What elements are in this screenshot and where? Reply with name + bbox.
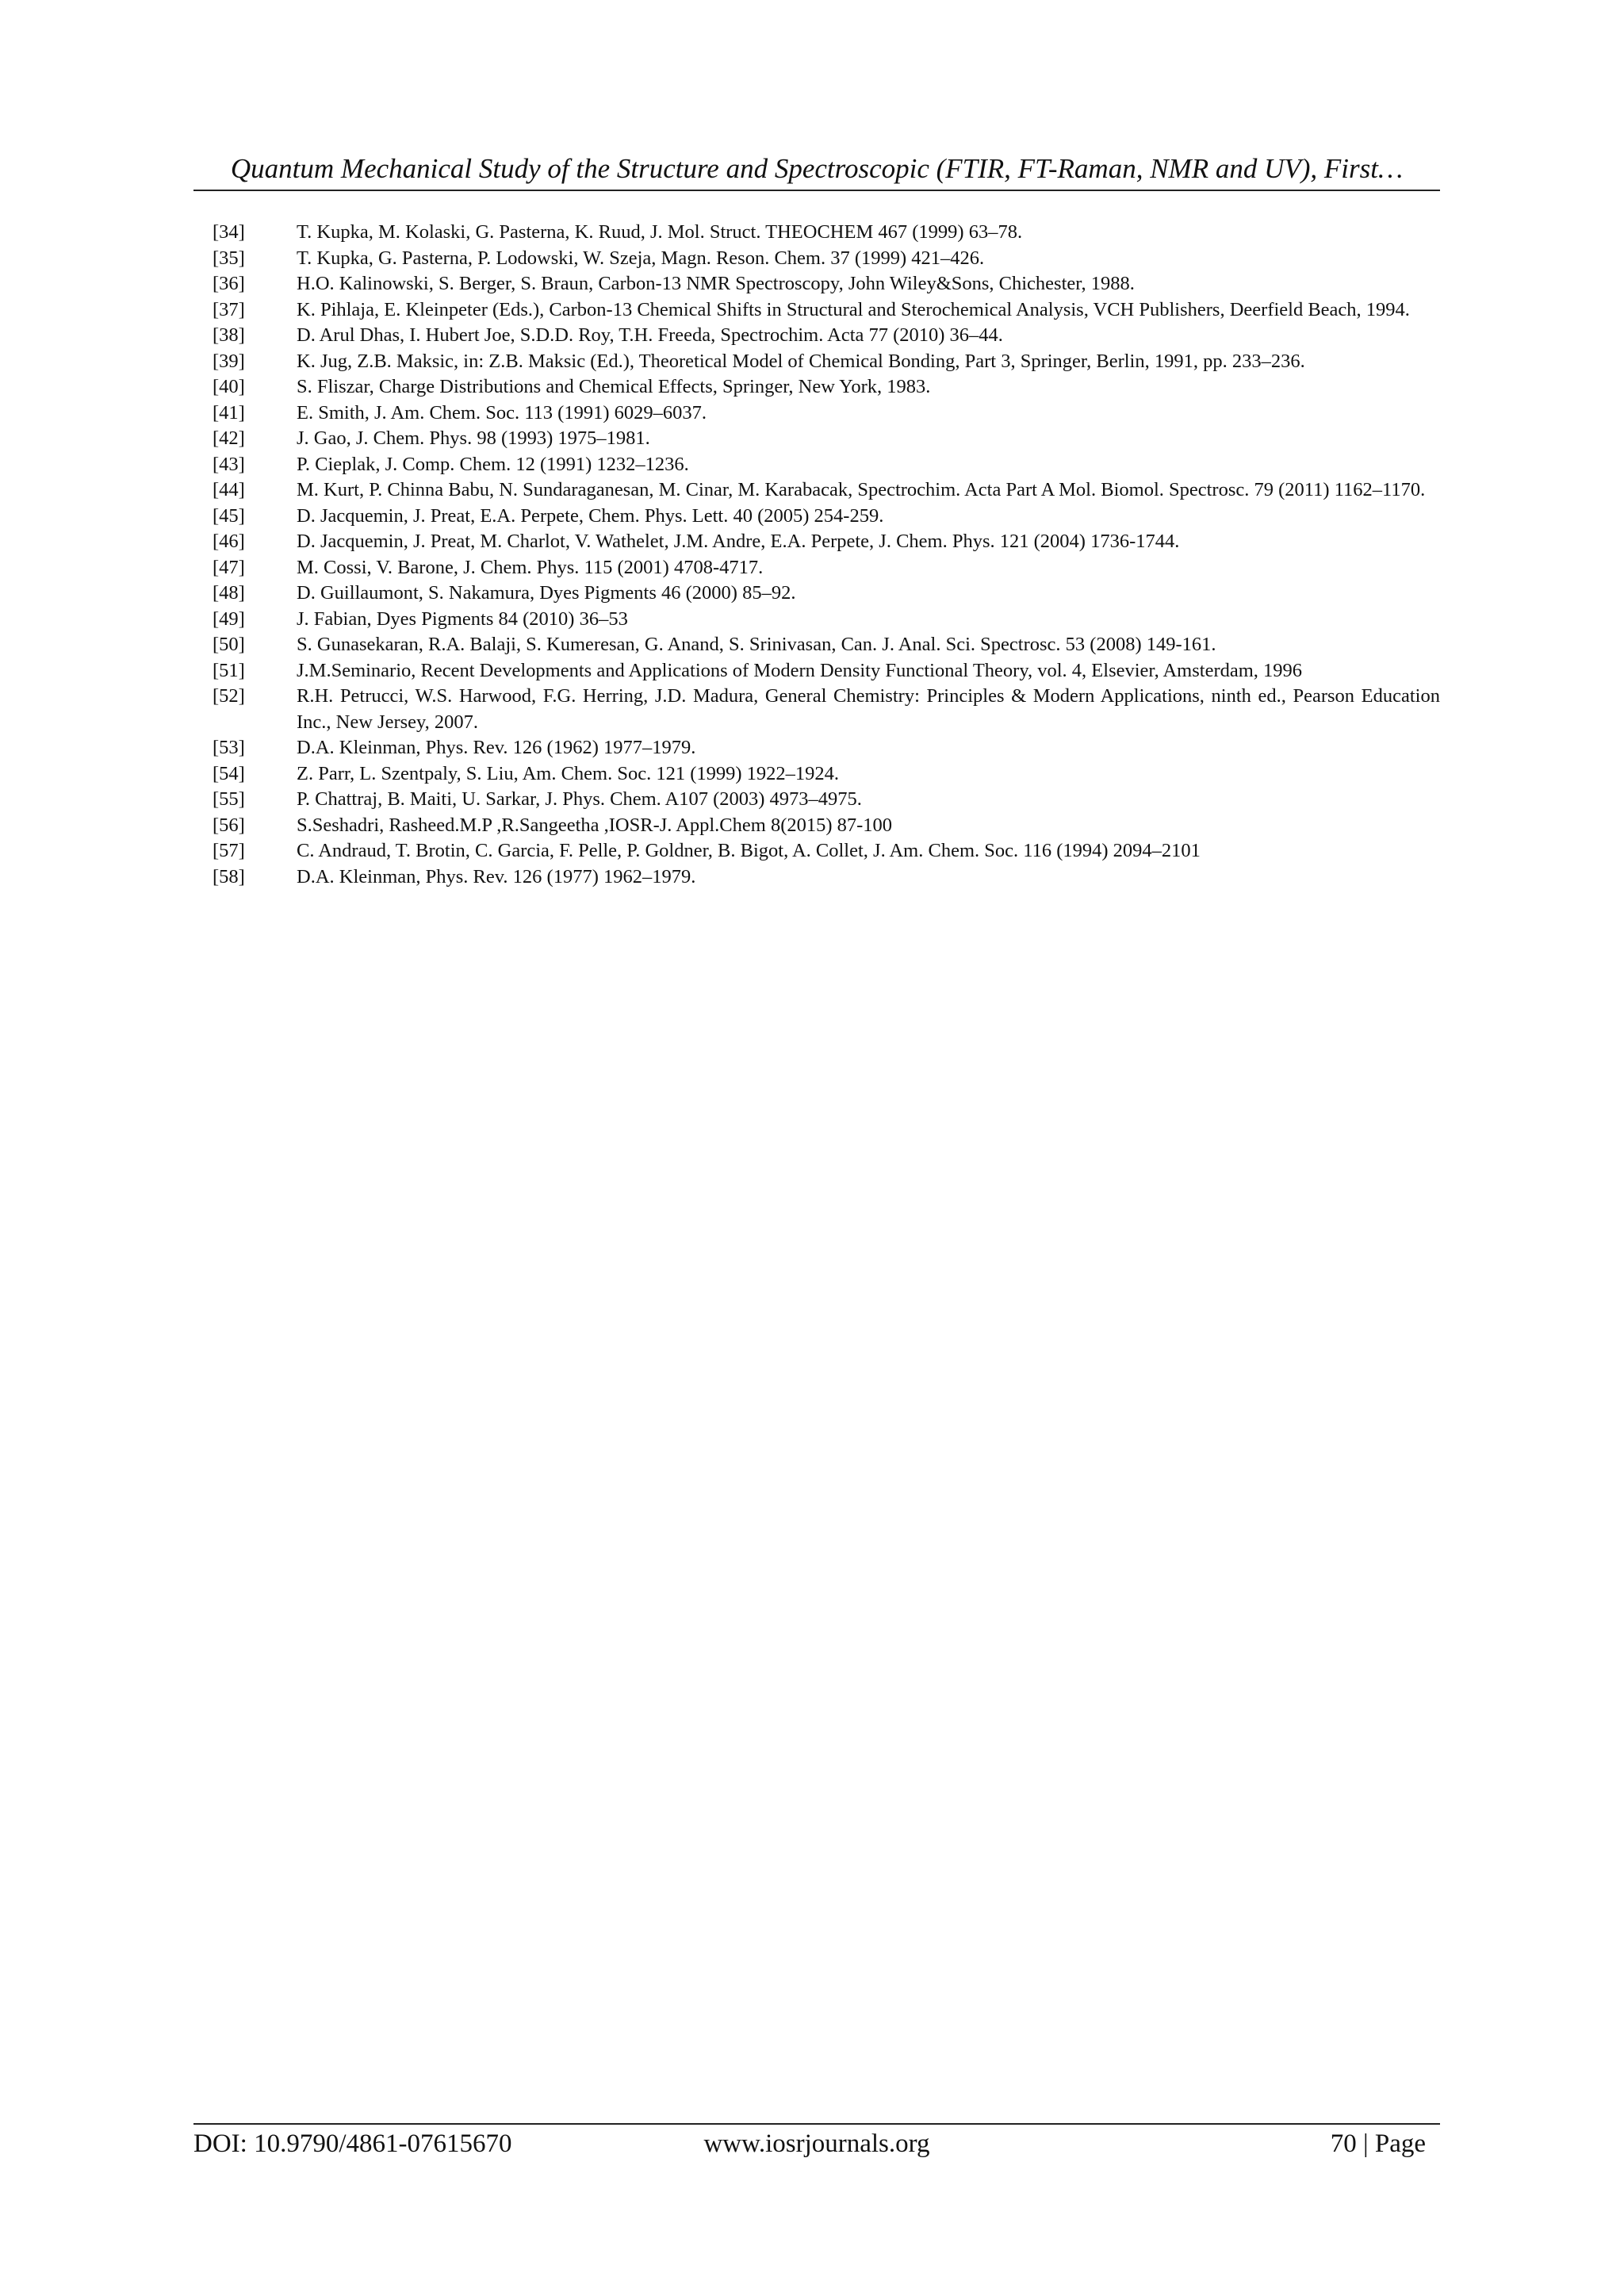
- footer-website: www.iosrjournals.org: [703, 2129, 930, 2158]
- reference-number: [58]: [213, 865, 245, 887]
- reference-number: [46]: [213, 531, 245, 552]
- reference-item: [213, 220, 1440, 246]
- reference-item: [213, 864, 1440, 891]
- reference-number: [41]: [213, 401, 245, 424]
- reference-item: [213, 271, 1440, 297]
- reference-number: [42]: [213, 427, 245, 449]
- footer-page-number: 70 | Page: [1330, 2129, 1426, 2158]
- reference-item: [213, 297, 1440, 324]
- reference-number: [34]: [213, 221, 245, 243]
- reference-number: [36]: [213, 273, 245, 294]
- reference-text: R.H. Petrucci, W.S. Harwood, F.G. Herring, J.D. Madura, General Chemistry: Principles & Modern Applications, ninth ed., Pearson Education Inc., New Jersey, 2007.: [297, 685, 1440, 733]
- reference-number: [54]: [213, 762, 245, 784]
- reference-number: [37]: [213, 298, 245, 320]
- reference-text: P. Chattraj, B. Maiti, U. Sarkar, J. Phys. Chem. A107 (2003) 4973–4975.: [297, 788, 862, 810]
- reference-number: [52]: [213, 685, 245, 707]
- reference-number: [53]: [213, 737, 245, 758]
- reference-number: [48]: [213, 582, 245, 604]
- reference-number: [51]: [213, 659, 245, 681]
- reference-item: [213, 607, 1440, 633]
- reference-text: K. Jug, Z.B. Maksic, in: Z.B. Maksic (Ed.), Theoretical Model of Chemical Bonding, Part 3, Springer, Berlin, 1991, pp. 233–236.: [297, 350, 1305, 372]
- header-divider: [193, 190, 1440, 191]
- reference-number: [44]: [213, 479, 245, 500]
- reference-number: [49]: [213, 608, 245, 630]
- reference-text: S. Fliszar, Charge Distributions and Chemical Effects, Springer, New York, 1983.: [297, 376, 931, 397]
- reference-number: [40]: [213, 376, 245, 397]
- reference-item: [213, 787, 1440, 813]
- reference-text: M. Kurt, P. Chinna Babu, N. Sundaraganesan, M. Cinar, M. Karabacak, Spectrochim. Acta Part A Mol. Biomol. Spectrosc. 79 (2011) 1162–1170.: [297, 479, 1426, 500]
- reference-text: T. Kupka, M. Kolaski, G. Pasterna, K. Ruud, J. Mol. Struct. THEOCHEM 467 (1999) 63–78.: [297, 221, 1023, 243]
- reference-number: [39]: [213, 350, 245, 372]
- reference-text: D.A. Kleinman, Phys. Rev. 126 (1962) 1977–1979.: [297, 737, 696, 758]
- running-title: Quantum Mechanical Study of the Structure and Spectroscopic (FTIR, FT-Raman, NMR and UV), First…: [230, 153, 1404, 184]
- reference-text: D. Jacquemin, J. Preat, E.A. Perpete, Chem. Phys. Lett. 40 (2005) 254-259.: [297, 504, 884, 527]
- reference-number: [55]: [213, 788, 245, 810]
- reference-text: H.O. Kalinowski, S. Berger, S. Braun, Carbon-13 NMR Spectroscopy, John Wiley&Sons, Chichester, 1988.: [297, 273, 1135, 294]
- reference-item: [213, 374, 1440, 401]
- reference-text: S. Gunasekaran, R.A. Balaji, S. Kumeresan, G. Anand, S. Srinivasan, Can. J. Anal. Sci. Spectrosc. 53 (2008) 149-161.: [297, 634, 1216, 655]
- reference-item: [213, 735, 1440, 761]
- reference-item: [213, 323, 1440, 349]
- reference-number: [47]: [213, 556, 245, 578]
- reference-item: [213, 555, 1440, 581]
- reference-text: D. Guillaumont, S. Nakamura, Dyes Pigments 46 (2000) 85–92.: [297, 582, 796, 604]
- reference-text: J. Fabian, Dyes Pigments 84 (2010) 36–53: [297, 608, 628, 630]
- reference-item: [213, 684, 1440, 735]
- reference-text: D. Jacquemin, J. Preat, M. Charlot, V. Wathelet, J.M. Andre, E.A. Perpete, J. Chem. Phys. 121 (2004) 1736-1744.: [297, 531, 1180, 552]
- reference-item: [213, 477, 1440, 504]
- reference-item: [213, 658, 1440, 684]
- reference-text: C. Andraud, T. Brotin, C. Garcia, F. Pelle, P. Goldner, B. Bigot, A. Collet, J. Am. Chem. Soc. 116 (1994) 2094–2101: [297, 840, 1201, 861]
- reference-text: Z. Parr, L. Szentpaly, S. Liu, Am. Chem. Soc. 121 (1999) 1922–1924.: [297, 762, 840, 784]
- reference-item: [213, 349, 1440, 375]
- reference-item: [213, 813, 1440, 839]
- reference-number: [57]: [213, 840, 245, 861]
- reference-text: J.M.Seminario, Recent Developments and Applications of Modern Density Functional Theory, vol. 4, Elsevier, Amsterdam, 1996: [297, 659, 1303, 681]
- reference-item: [213, 426, 1440, 452]
- reference-item: [213, 838, 1440, 864]
- reference-item: [213, 529, 1440, 555]
- reference-text: M. Cossi, V. Barone, J. Chem. Phys. 115 (2001) 4708-4717.: [297, 556, 764, 578]
- reference-text: T. Kupka, G. Pasterna, P. Lodowski, W. Szeja, Magn. Reson. Chem. 37 (1999) 421–426.: [297, 247, 985, 269]
- reference-text: J. Gao, J. Chem. Phys. 98 (1993) 1975–1981.: [297, 427, 650, 449]
- reference-item: [213, 632, 1440, 658]
- reference-text: D. Arul Dhas, I. Hubert Joe, S.D.D. Roy, T.H. Freeda, Spectrochim. Acta 77 (2010) 36–44.: [297, 324, 1003, 346]
- reference-number: [38]: [213, 324, 245, 346]
- reference-number: [35]: [213, 247, 245, 269]
- reference-number: [56]: [213, 814, 245, 836]
- reference-text: P. Cieplak, J. Comp. Chem. 12 (1991) 1232–1236.: [297, 453, 689, 475]
- reference-item: [213, 581, 1440, 607]
- footer-divider: [193, 2123, 1440, 2125]
- reference-number: [43]: [213, 453, 245, 475]
- reference-item: [213, 246, 1440, 272]
- reference-text: D.A. Kleinman, Phys. Rev. 126 (1977) 1962–1979.: [297, 865, 696, 887]
- reference-item: [213, 504, 1440, 530]
- reference-item: [213, 452, 1440, 478]
- reference-number: [50]: [213, 634, 245, 655]
- reference-text: E. Smith, J. Am. Chem. Soc. 113 (1991) 6029–6037.: [297, 401, 707, 424]
- footer-doi: DOI: 10.9790/4861-07615670: [193, 2129, 512, 2158]
- reference-text: K. Pihlaja, E. Kleinpeter (Eds.), Carbon-13 Chemical Shifts in Structural and Sterochemical Analysis, VCH Publishers, Deerfield Beach, 1994.: [297, 298, 1410, 320]
- reference-item: [213, 401, 1440, 427]
- reference-number: [45]: [213, 504, 245, 527]
- reference-item: [213, 761, 1440, 788]
- reference-list: [213, 220, 1440, 890]
- reference-text: S.Seshadri, Rasheed.M.P ,R.Sangeetha ,IOSR-J. Appl.Chem 8(2015) 87-100: [297, 814, 893, 836]
- page-footer: [193, 2126, 1440, 2161]
